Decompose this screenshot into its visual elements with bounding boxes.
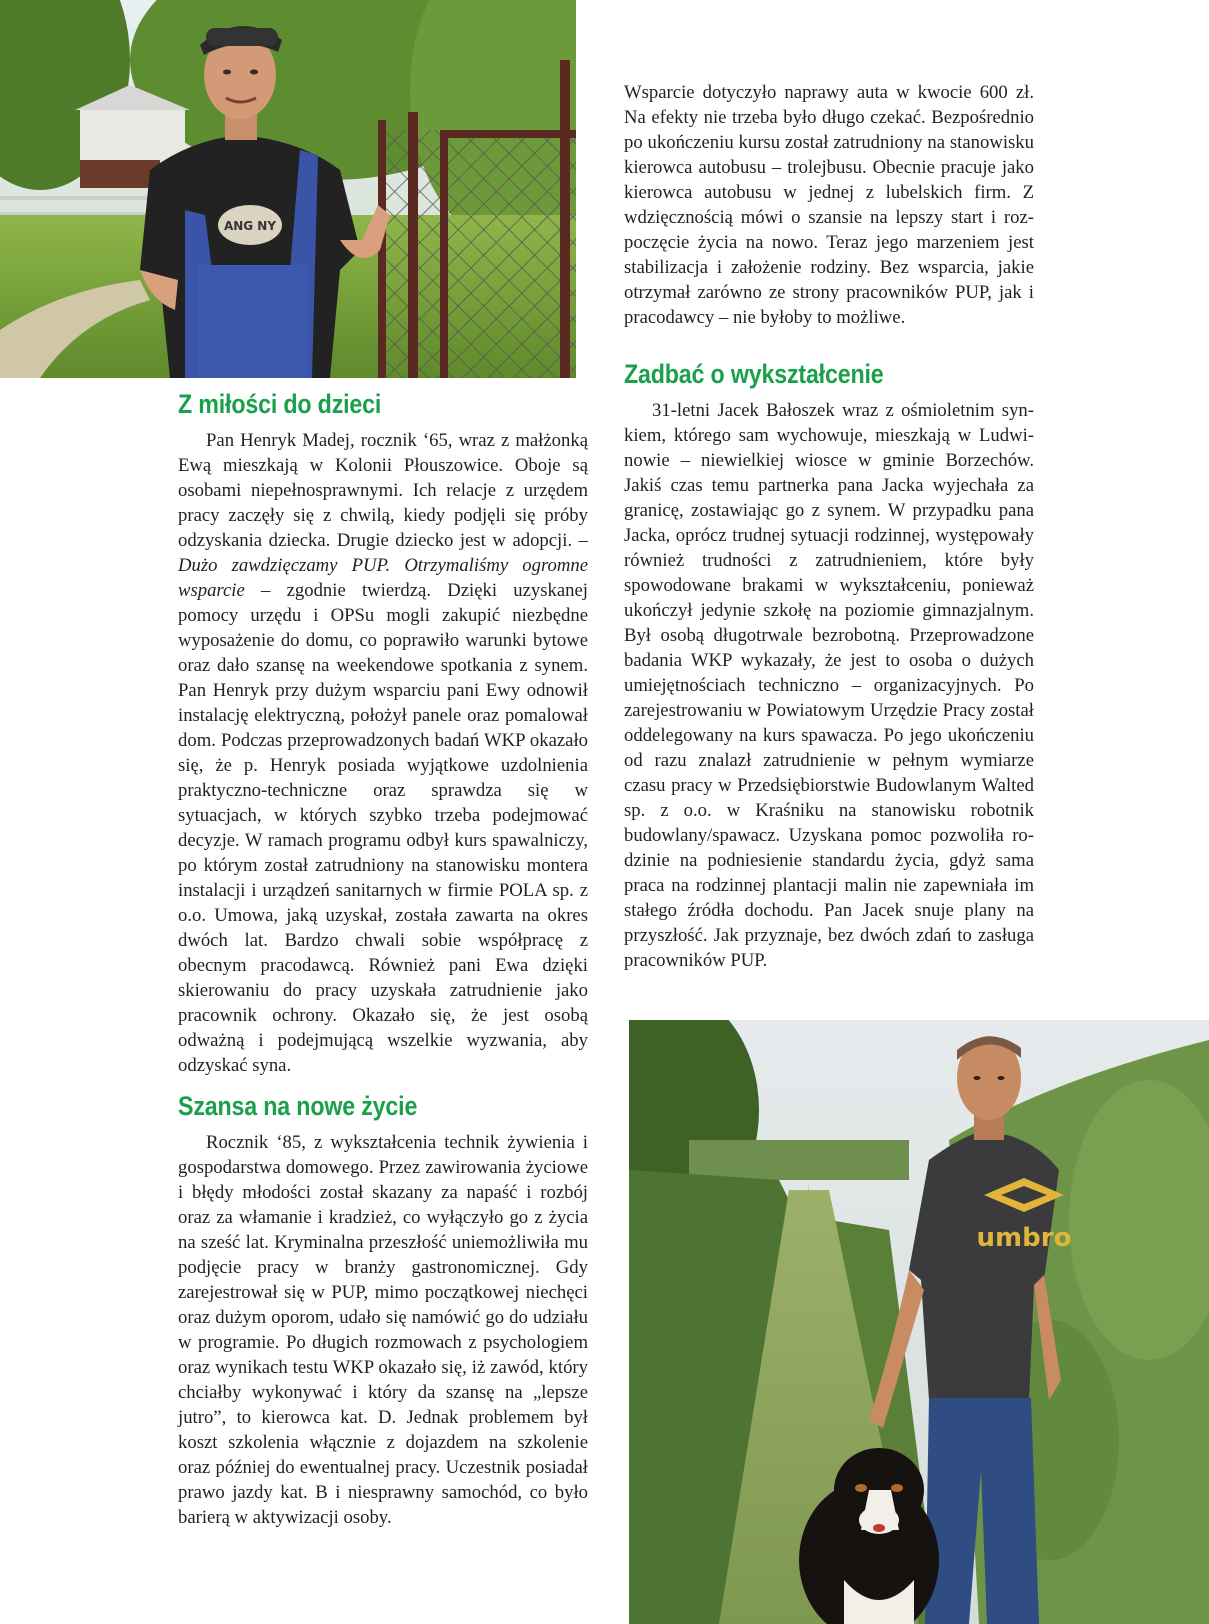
paragraph-henryk-madej-part1: Pan Henryk Madej, rocznik ‘65, wraz z małżonką Ewą mieszkają w Kolonii Płouszowice. Oboje są osobami niepełnosprawnymi. Ich relacje z urzędem pracy zaczęły się z chwilą, kiedy podjęli się próby odzyskania dziecka. Drugie dziecko jest w adopcji. – — [178, 430, 588, 551]
shirt-print-text: ANG NY — [223, 219, 277, 233]
paragraph-jacek-baloszek: 31-letni Jacek Bałoszek wraz z ośmioletnim synkiem, którego sam wychowuje, mieszkają w Ludwinowie – niewielkiej wiosce w gminie Borzechów. Jakiś czas temu partnerka pana Jacka wyjechała za granicę, zostawiając go z synem. W przypadku pana Jacka, oprócz trudnej sytuacji rodzinnej, występowały również trudności z zatrudnieniem, które były spowodowane brakami w wykształceniu, ponieważ ukończył jedynie szkołę na poziomie gimnazjalnym. Był osobą długotrwale bezrobotną. Przeprowadzone badania WKP wykazały, że jest to osoba o dużych umiejętnościach techniczno – organizacyjnych. Po zarejestrowaniu w Powiatowym Urzędzie Pracy został oddelegowany na kurs spawacza. Po jego ukończeniu od razu znalazł zatrudnienie w pełnym wymiarze czasu pracy w Przedsiębiorstwie Budowlanym Walted sp. z o.o. w Kraśniku na stanowisku robotnik budowlany/spawacz. Uzyskana pomoc pozwoliła rodzinie na podniesienie standardu życia, gdyż sama praca na rodzinnej plantacji malin nie zapewniała im stałego źródła dochodu. Pan Jacek snuje plany na przyszłość. Jak przyznaje, bez dwóch zdań to zasługa pracowników PUP. — [624, 400, 1034, 971]
photo-man-at-gate — [0, 0, 576, 378]
paragraph-rocznik-85: Rocznik ‘85, z wykształcenia technik żywienia i gospodarstwa domowego. Przez zawirowania życiowe i błędy młodości został skazany za napaść i rozbój oraz za włamanie i kradzież, co wyłączyło go z życia na sześć lat. Kryminalna przeszłość uniemożliwiła mu podjęcie pracy w branży gastronomicznej. Gdy zarejestrował się w PUP, mimo początkowej niechęci oraz dużym oporom, udało się namówić go do udziału w programie. Po długich rozmowach z psychologiem oraz wynikach testu WKP okazało się, iż zawód, który chciałby wykonywać i który da szansę na „lepsze jutro”, to kierowca kat. D. Jednak problemem był koszt szkolenia włącznie z dojazdem na szkolenie oraz później do ewentualnej pracy. Uczestnik posiadał prawo jazdy kat. B i niesprawny samochód, co było barierą w aktywizacji osoby. — [178, 1132, 588, 1528]
column-right-section — [624, 358, 1034, 973]
heading-szansa-na-nowe-zycie: Szansa na nowe życie — [178, 1091, 418, 1121]
photo-man-with-dog — [629, 1020, 1209, 1624]
heading-z-milosci-do-dzieci: Z miłości do dzieci — [178, 389, 382, 419]
heading-zadbac-o-wyksztalcenie: Zadbać o wykształcenie — [624, 359, 884, 389]
column-left — [178, 388, 588, 1530]
paragraph-henryk-madej — [178, 428, 588, 1078]
paragraph-wsparcie-auta: Wsparcie dotyczyło naprawy auta w kwocie 600 zł. Na efekty nie trzeba było długo czekać. Bezpośrednio po ukończeniu kursu został zatrudniony na stanowisku kierowca autobusu – trolejbusu. Obecnie pracuje jako kierowca autobusu w jednej z lubelskich firm. Z wdzięcznością mówi o szansie na lepszy start i rozpoczęcie życia na nowo. Teraz jego marzeniem jest stabilizacja i założenie rodziny. Bez wsparcia, jakie otrzymał zarówno ze strony pracowników PUP, jak i pracodawcy – nie byłoby to możliwe. — [624, 82, 1034, 328]
paragraph-henryk-madej-part2: – zgodnie twierdzą. Dzięki uzyskanej pomocy urzędu i OPSu mogli zakupić niezbędne wyposażenie do domu, co poprawiło warunki bytowe oraz dało szansę na weekendowe spotkania z synem. Pan Henryk przy dużym wsparciu pani Ewy odnowił instalację elektryczną, położył panele oraz pomalował dom. Podczas przeprowadzonych badań WKP okazało się, że p. Henryk posiada wyjątkowe uzdolnienia praktyczno-techniczne oraz sprawdza się w sytuacjach, w których szybko trzeba podejmować decyzje. W ramach programu odbył kurs spawalniczy, po którym został zatrudniony na stanowisku montera instalacji i urządzeń sanitarnych w firmie POLA sp. z o.o. Umowa, jaką uzyskał, została zawarta na okres dwóch lat. Bardzo chwali sobie współpracę z obecnym pracodawcą. Również pani Ewa dzięki skierowaniu do pracy uzyskała zatrudnienie jako pracownik ochrony. Okazało się, że jest osobą odważną i podejmującą wszelkie wyzwania, aby odzyskać syna. — [178, 580, 588, 1076]
column-right-continuation — [624, 80, 1034, 330]
shirt-brand-text: umbro — [976, 1223, 1072, 1253]
quote-pup-support: Dużo zawdzięczamy PUP. Otrzymaliśmy ogromne wsparcie — [178, 555, 588, 601]
